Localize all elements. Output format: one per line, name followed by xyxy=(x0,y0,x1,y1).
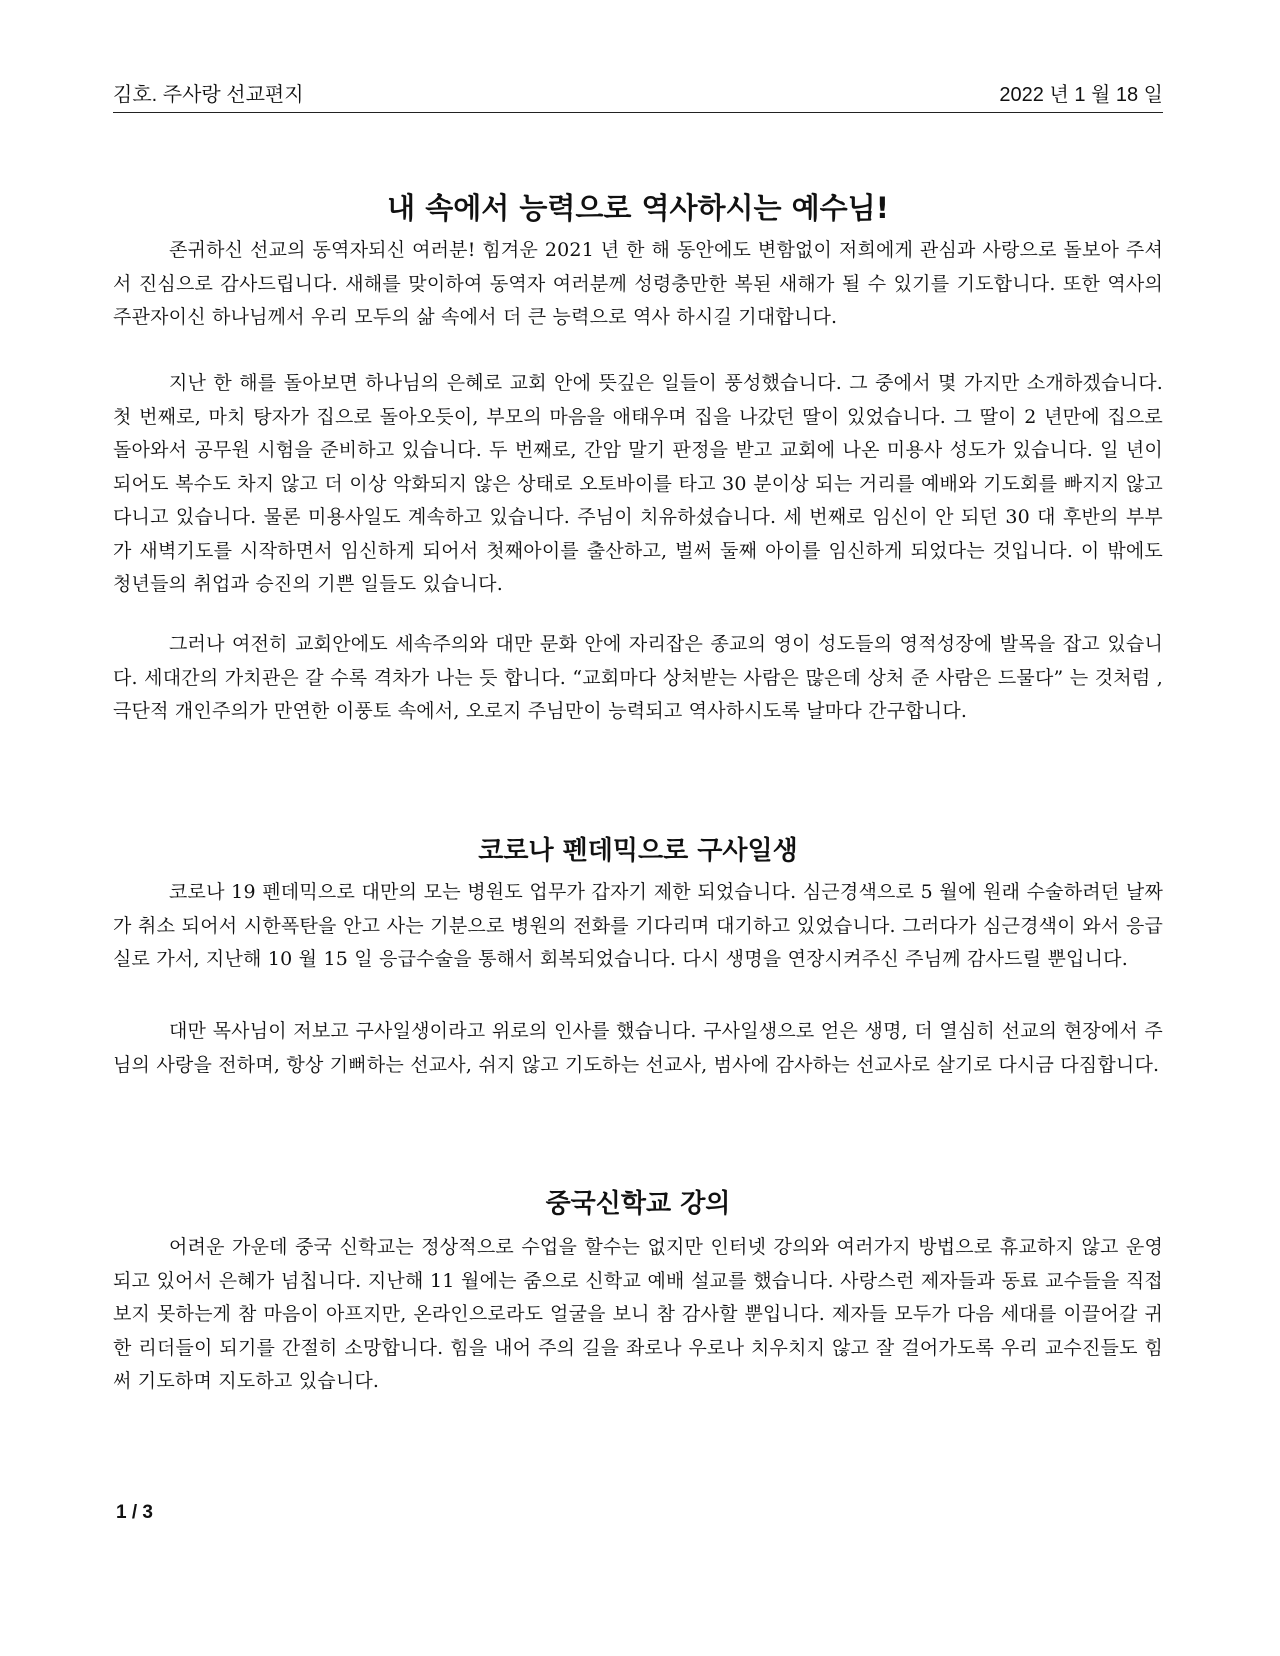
page-header xyxy=(113,80,1163,113)
seminary-paragraph-1: 어려운 가운데 중국 신학교는 정상적으로 수업을 할수는 없지만 인터넷 강의와 여러가지 방법으로 휴교하지 않고 운영되고 있어서 은혜가 넘칩니다. 지난해 11 월에는 줌으로 신학교 예배 설교를 했습니다. 사랑스런 제자들과 동료 교수들을 직접보지 못하는게 참 마음이 아프지만, 온라인으로라도 얼굴을 보니 참 감사할 뿐입니다. 제자들 모두가 다음 세대를 이끌어갈 귀한 리더들이 되기를 간절히 소망합니다. 힘을 내어 주의 길을 좌로나 우로나 치우치지 않고 잘 걸어가도록 우리 교수진들도 힘써 기도하며 지도하고 있습니다. xyxy=(113,1236,1163,1392)
intro-paragraph-3: 그러나 여전히 교회안에도 세속주의와 대만 문화 안에 자리잡은 종교의 영이 성도들의 영적성장에 발목을 잡고 있습니다. 세대간의 가치관은 갈 수록 격차가 나는 듯 합니다. “교회마다 상처받는 사람은 많은데 상처 준 사람은 드물다” 는 것처럼 , 극단적 개인주의가 만연한 이풍토 속에서, 오로지 주님만이 능력되고 역사하시도록 날마다 간구합니다. xyxy=(113,633,1163,722)
header-author: 김호. 주사랑 선교편지 xyxy=(113,84,304,106)
section-title-seminary: 중국신학교 강의 xyxy=(545,1189,731,1219)
page-number: 1 / 3 xyxy=(116,1502,153,1523)
corona-paragraph-2: 대만 목사님이 저보고 구사일생이라고 위로의 인사를 했습니다. 구사일생으로 얻은 생명, 더 열심히 선교의 현장에서 주님의 사랑을 전하며, 항상 기뻐하는 선교사, 쉬지 않고 기도하는 선교사, 범사에 감사하는 선교사로 살기로 다시금 다짐합니다. xyxy=(113,1020,1163,1076)
intro-paragraph-1: 존귀하신 선교의 동역자되신 여러분! 힘겨운 2021 년 한 해 동안에도 변함없이 저희에게 관심과 사랑으로 돌보아 주셔서 진심으로 감사드립니다. 새해를 맞이하여 동역자 여러분께 성령충만한 복된 새해가 될 수 있기를 기도합니다. 또한 역사의 주관자이신 하나님께서 우리 모두의 삶 속에서 더 큰 능력으로 역사 하시길 기대합니다. xyxy=(113,239,1163,328)
intro-paragraph-2: 지난 한 해를 돌아보면 하나님의 은혜로 교회 안에 뜻깊은 일들이 풍성했습니다. 그 중에서 몇 가지만 소개하겠습니다. 첫 번째로, 마치 탕자가 집으로 돌아오듯이, 부모의 마음을 애태우며 집을 나갔던 딸이 있었습니다. 그 딸이 2 년만에 집으로 돌아와서 공무원 시험을 준비하고 있습니다. 두 번째로, 간암 말기 판정을 받고 교회에 나온 미용사 성도가 있습니다. 일 년이 되어도 복수도 차지 않고 더 이상 악화되지 않은 상태로 오토바이를 타고 30 분이상 되는 거리를 예배와 기도회를 빠지지 않고 다니고 있습니다. 물론 미용사일도 계속하고 있습니다. 주님이 치유하셨습니다. 세 번째로 임신이 안 되던 30 대 후반의 부부가 새벽기도를 시작하면서 임신하게 되어서 첫째아이를 출산하고, 벌써 둘째 아이를 임신하게 되었다는 것입니다. 이 밖에도 청년들의 취업과 승진의 기쁜 일들도 있습니다. xyxy=(113,372,1163,595)
header-date: 2022 년 1 월 18 일 xyxy=(999,84,1163,106)
main-title: 내 속에서 능력으로 역사하시는 예수님! xyxy=(387,191,889,225)
corona-paragraph-1: 코로나 19 펜데믹으로 대만의 모는 병원도 업무가 갑자기 제한 되었습니다. 심근경색으로 5 월에 원래 수술하려던 날짜가 취소 되어서 시한폭탄을 안고 사는 기분으로 병원의 전화를 기다리며 대기하고 있었습니다. 그러다가 심근경색이 와서 응급실로 가서, 지난해 10 월 15 일 응급수술을 통해서 회복되었습니다. 다시 생명을 연장시켜주신 주님께 감사드릴 뿐입니다. xyxy=(113,881,1163,970)
section-title-corona: 코로나 펜데믹으로 구사일생 xyxy=(478,836,798,866)
